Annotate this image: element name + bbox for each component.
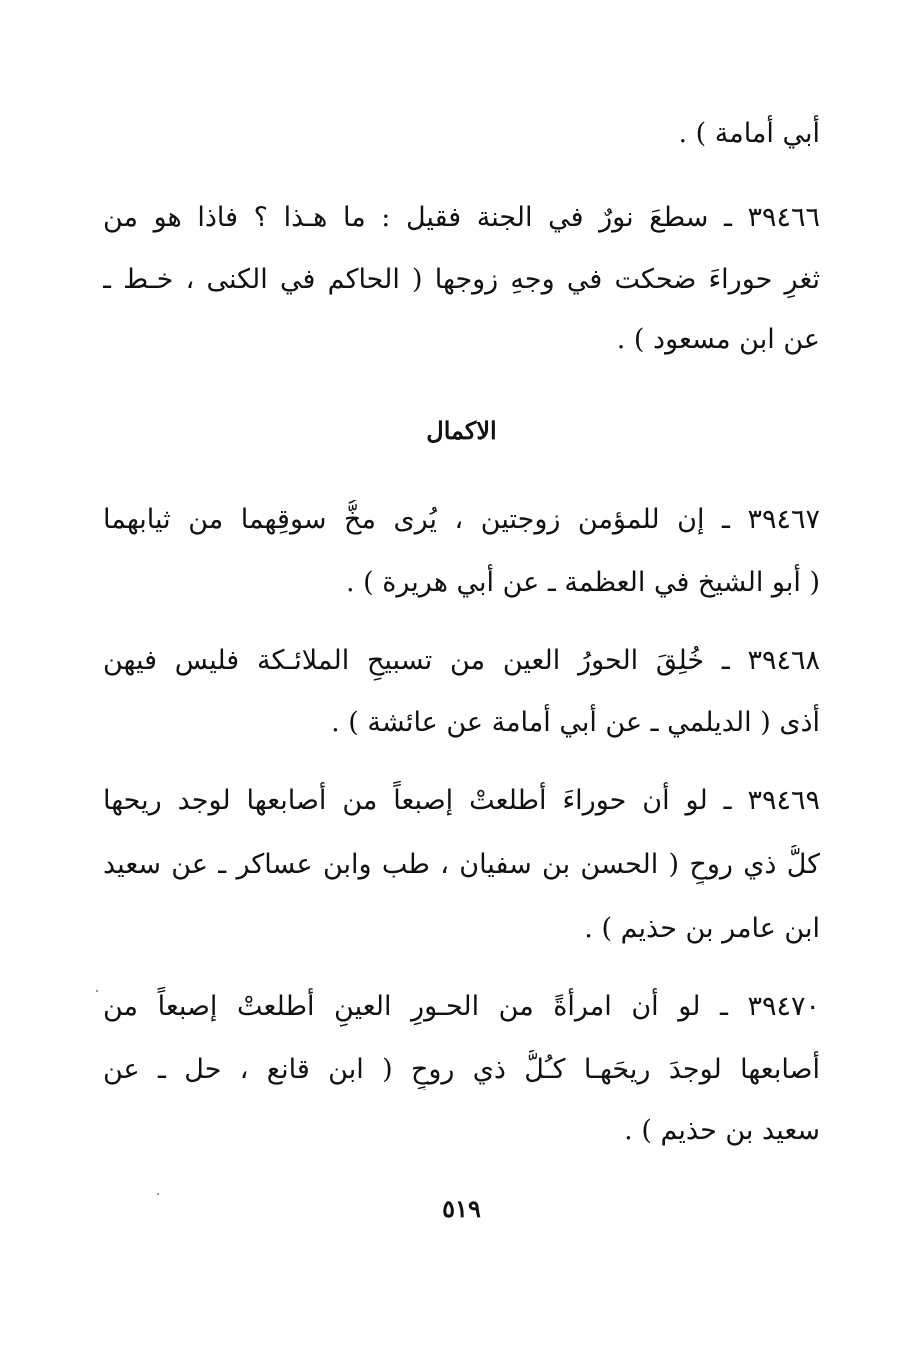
text-line: سعيد بن حذيم ) . (624, 1115, 820, 1146)
section-heading: الاكمال (426, 416, 497, 445)
text-line: ٣٩٤٧٠ ـ لو أن امرأةً من الحـورِ العينِ أطلعتْ إصبعاً من (103, 991, 820, 1022)
text-line: أصابعها لوجدَ ريحَهـا كـُلُّ ذي روحٍ ( ابن قانع ، حل ـ عن (103, 1054, 820, 1085)
text-line: أذى ( الديلمي ـ عن أبي أمامة عن عائشة ) . (331, 707, 820, 738)
text-line: عن ابن مسعود ) . (616, 324, 820, 355)
text-line: ابن عامر بن حذيم ) . (584, 913, 820, 944)
text-line: أبي أمامة ) . (678, 118, 820, 149)
scan-speck (157, 1193, 159, 1195)
text-line: ( أبو الشيخ في العظمة ـ عن أبي هريرة ) . (345, 567, 820, 598)
text-line: كلُّ ذي روحٍ ( الحسن بن سفيان ، طب وابن عساكر ـ عن سعيد (103, 849, 820, 880)
text-line: ٣٩٤٦٦ ـ سطعَ نورٌ في الجنة فقيل : ما هـذا ؟ فاذا هو من (103, 202, 820, 233)
text-line: ثغرِ حوراءَ ضحكت في وجهِ زوجها ( الحاكم في الكنى ، خـط ـ (103, 264, 820, 295)
page-number: ٥١٩ (442, 1194, 481, 1223)
text-line: ٣٩٤٦٧ ـ إن للمؤمن زوجتين ، يُرى مخُّ سوقِهما من ثيابهما (103, 504, 820, 535)
text-line: ٣٩٤٦٨ ـ خُلِقَ الحورُ العين من تسبيحِ الملائـكة فليس فيهن (103, 645, 820, 676)
scan-speck (96, 990, 98, 992)
text-line: ٣٩٤٦٩ ـ لو أن حوراءَ أطلعتْ إصبعاً من أصابعها لوجد ريحها (103, 785, 820, 816)
